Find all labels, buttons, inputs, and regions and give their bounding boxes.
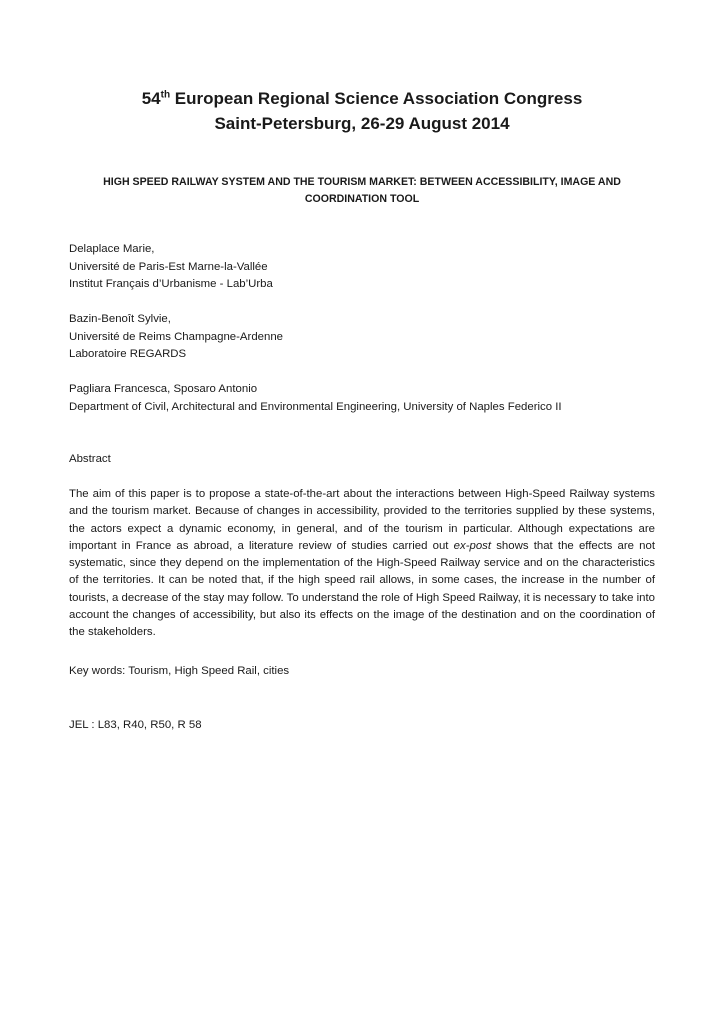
congress-title <box>0 86 724 136</box>
author-name: Pagliara Francesca, Sposaro Antonio <box>69 383 258 395</box>
author-affiliation: Institut Français d’Urbanisme - Lab’Urba <box>69 278 273 291</box>
abstract-text-part: The aim of this paper is to propose a state-of-the-art about the interactions between High-Speed Railway systems and the tourism market. Because of changes in accessibility, provided to the territories supplied by these systems, the actors expect a dynamic economy, in general, and of the tourism in particular. Although expectations are important in France as abroad, a literature review of studies carried out <box>69 488 655 552</box>
jel-codes-line: JEL : L83, R40, R50, R 58 <box>69 719 202 731</box>
abstract-heading: Abstract <box>69 453 111 465</box>
abstract-text <box>69 486 655 642</box>
paper-title: HIGH SPEED RAILWAY SYSTEM AND THE TOURISM MARKET: BETWEEN ACCESSIBILITY, IMAGE AND COORDINATION TOOL <box>103 176 621 205</box>
keywords-line: Key words: Tourism, High Speed Rail, cities <box>69 665 290 677</box>
author-affiliation: Université de Reims Champagne-Ardenne <box>69 330 283 343</box>
author-block <box>69 311 283 364</box>
abstract-text-part: shows that the effects are not systematic, since they depend on the implementation of the High-Speed Railway service and on the characteristics of the territories. It can be noted that, if the high speed rail allows, in some cases, the increase in the number of tourists, a decrease of the stay may follow. To understand the role of High Speed Railway, it is necessary to take into account the changes of accessibility, but also its effects on the image of the destination and on the coordination of the stakeholders. <box>69 539 655 639</box>
author-block <box>69 241 273 294</box>
author-affiliation: Laboratoire REGARDS <box>69 348 187 361</box>
congress-location-dates: Saint-Petersburg, 26-29 August 2014 <box>214 114 510 133</box>
author-affiliation: Université de Paris-Est Marne-la-Vallée <box>69 260 268 273</box>
author-affiliation: Department of Civil, Architectural and Environmental Engineering, University of Naples Federico II <box>69 400 562 413</box>
congress-name: European Regional Science Association Congress <box>170 89 583 108</box>
author-name: Delaplace Marie, <box>69 243 155 255</box>
congress-name-line <box>0 86 724 111</box>
author-block <box>69 381 562 416</box>
congress-ordinal-suffix: th <box>160 89 171 101</box>
author-name: Bazin-Benoît Sylvie, <box>69 313 171 325</box>
abstract-italic-term: ex-post <box>453 539 492 552</box>
congress-number: 54 <box>141 89 161 108</box>
